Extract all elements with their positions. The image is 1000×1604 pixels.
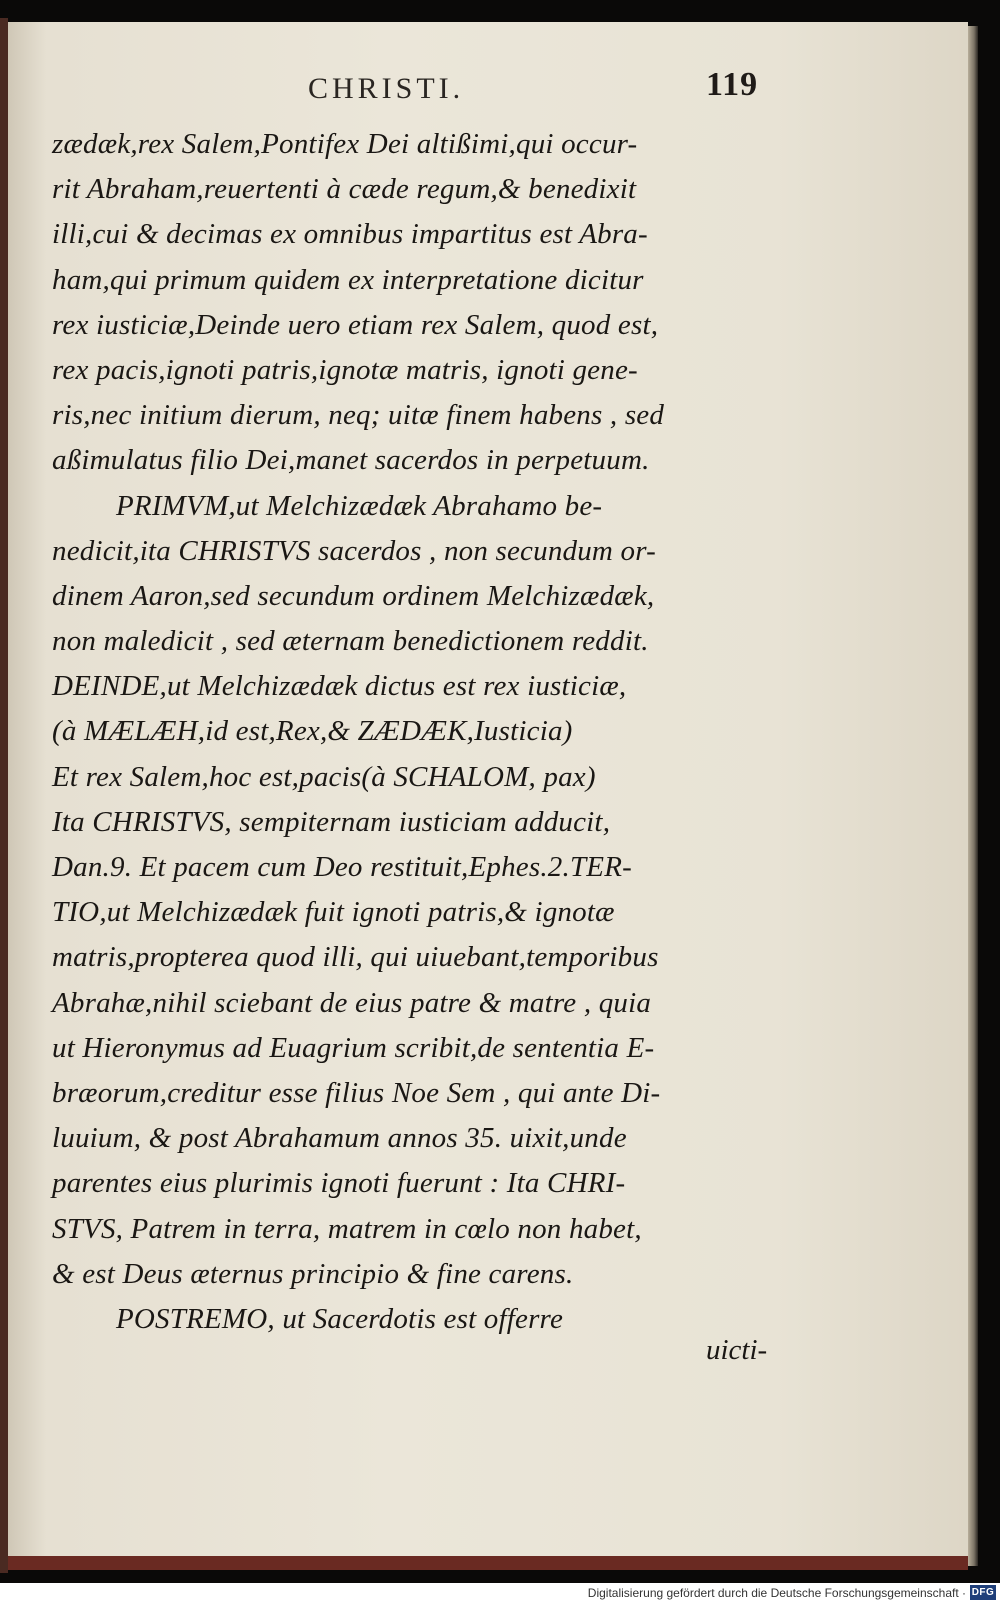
text-line: parentes eius plurimis ignoti fuerunt : Ita CHRI- xyxy=(52,1167,626,1200)
text-line: matris,propterea quod illi, qui uiuebant,temporibus xyxy=(52,941,659,974)
dfg-logo: DFG xyxy=(971,1587,995,1598)
text-line: illi,cui & decimas ex omnibus impartitus est Abra- xyxy=(52,218,648,251)
text-line: rex iusticiæ,Deinde uero etiam rex Salem, quod est, xyxy=(52,308,659,341)
text-line: Ita CHRISTVS, sempiternam iusticiam adducit, xyxy=(52,805,611,838)
catchword: uicti- xyxy=(706,1334,768,1366)
text-line: ham,qui primum quidem ex interpretatione dicitur xyxy=(52,263,644,296)
text-line: ris,nec initium dierum, neq; uitæ finem habens , sed xyxy=(52,399,665,432)
text-line: bræorum,creditur esse filius Noe Sem , qui ante Di- xyxy=(52,1076,661,1109)
text-line: Abrahæ,nihil sciebant de eius patre & matre , quia xyxy=(52,986,652,1019)
text-line: DEINDE,ut Melchizædæk dictus est rex iusticiæ, xyxy=(52,670,627,703)
text-line: TIO,ut Melchizædæk fuit ignoti patris,& ignotæ xyxy=(52,896,615,929)
text-line: PRIMVM,ut Melchizædæk Abrahamo be- xyxy=(116,489,603,522)
book-spine-edge xyxy=(0,18,8,1573)
text-line: (à MÆLÆH,id est,Rex,& ZÆDÆK,Iusticia) xyxy=(52,715,573,748)
text-line: zædæk,rex Salem,Pontifex Dei altißimi,qui occur- xyxy=(52,128,638,160)
running-head: CHRISTI. xyxy=(308,72,465,105)
funding-credit: Digitalisierung gefördert durch die Deutsche Forschungsgemeinschaft · xyxy=(587,1586,966,1600)
text-line: nedicit,ita CHRISTVS sacerdos , non secundum or- xyxy=(52,534,656,567)
text-line: luuium, & post Abrahamum annos 35. uixit,unde xyxy=(52,1122,627,1155)
text-line: STVS, Patrem in terra, matrem in cœlo non habet, xyxy=(52,1212,642,1245)
text-line: non maledicit , sed æternam benedictionem reddit. xyxy=(52,625,649,658)
text-line: & est Deus æternus principio & fine carens. xyxy=(52,1257,574,1290)
text-line: dinem Aaron,sed secundum ordinem Melchizædæk, xyxy=(52,579,655,612)
body-text xyxy=(52,122,792,1342)
text-line: aßimulatus filio Dei,manet sacerdos in perpetuum. xyxy=(52,444,650,477)
footer-bar xyxy=(0,1583,1000,1604)
text-line: POSTREMO, ut Sacerdotis est offerre xyxy=(116,1302,564,1335)
text-line: rit Abraham,reuertenti à cæde regum,& benedixit xyxy=(52,173,637,206)
page-number: 119 xyxy=(706,66,759,103)
text-line: Et rex Salem,hoc est,pacis(à SCHALOM, pax) xyxy=(52,760,596,793)
text-line: Dan.9. Et pacem cum Deo restituit,Ephes.2.TER- xyxy=(52,851,632,883)
text-line: ut Hieronymus ad Euagrium scribit,de sententia E- xyxy=(52,1031,655,1064)
page-fore-edge xyxy=(968,26,978,1566)
text-line: rex pacis,ignoti patris,ignotæ matris, ignoti gene- xyxy=(52,353,638,386)
